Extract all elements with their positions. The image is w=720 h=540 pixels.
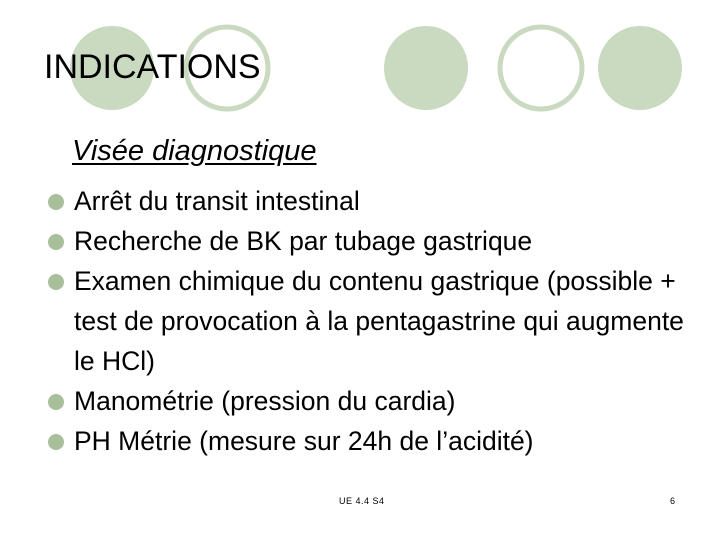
slide-subheading: Visée diagnostique <box>72 135 317 167</box>
page-number: 6 <box>670 496 676 506</box>
bullet-list <box>48 181 708 461</box>
footer-course-code: UE 4.4 S4 <box>339 496 385 506</box>
bullet-text: Examen chimique du contenu gastrique (possible + test de provocation à la pentagastrine qui augmente le HCl) <box>74 266 684 376</box>
bullet-icon <box>48 394 64 410</box>
decor-circle-filled <box>384 26 468 110</box>
bullet-item <box>48 221 708 261</box>
bullet-item <box>48 381 708 421</box>
bullet-icon <box>48 434 64 450</box>
bullet-item <box>48 261 708 381</box>
slide-title: INDICATIONS <box>44 48 261 86</box>
bullet-text: Arrêt du transit intestinal <box>74 186 360 216</box>
bullet-text: PH Métrie (mesure sur 24h de l’acidité) <box>74 426 534 456</box>
bullet-icon <box>48 274 64 290</box>
decor-circle-filled <box>598 26 682 110</box>
bullet-text: Manométrie (pression du cardia) <box>74 386 456 416</box>
bullet-item <box>48 181 708 221</box>
bullet-text: Recherche de BK par tubage gastrique <box>74 226 533 256</box>
bullet-icon <box>48 194 64 210</box>
decor-circle-outline <box>500 27 582 109</box>
bullet-icon <box>48 234 64 250</box>
bullet-item <box>48 421 708 461</box>
